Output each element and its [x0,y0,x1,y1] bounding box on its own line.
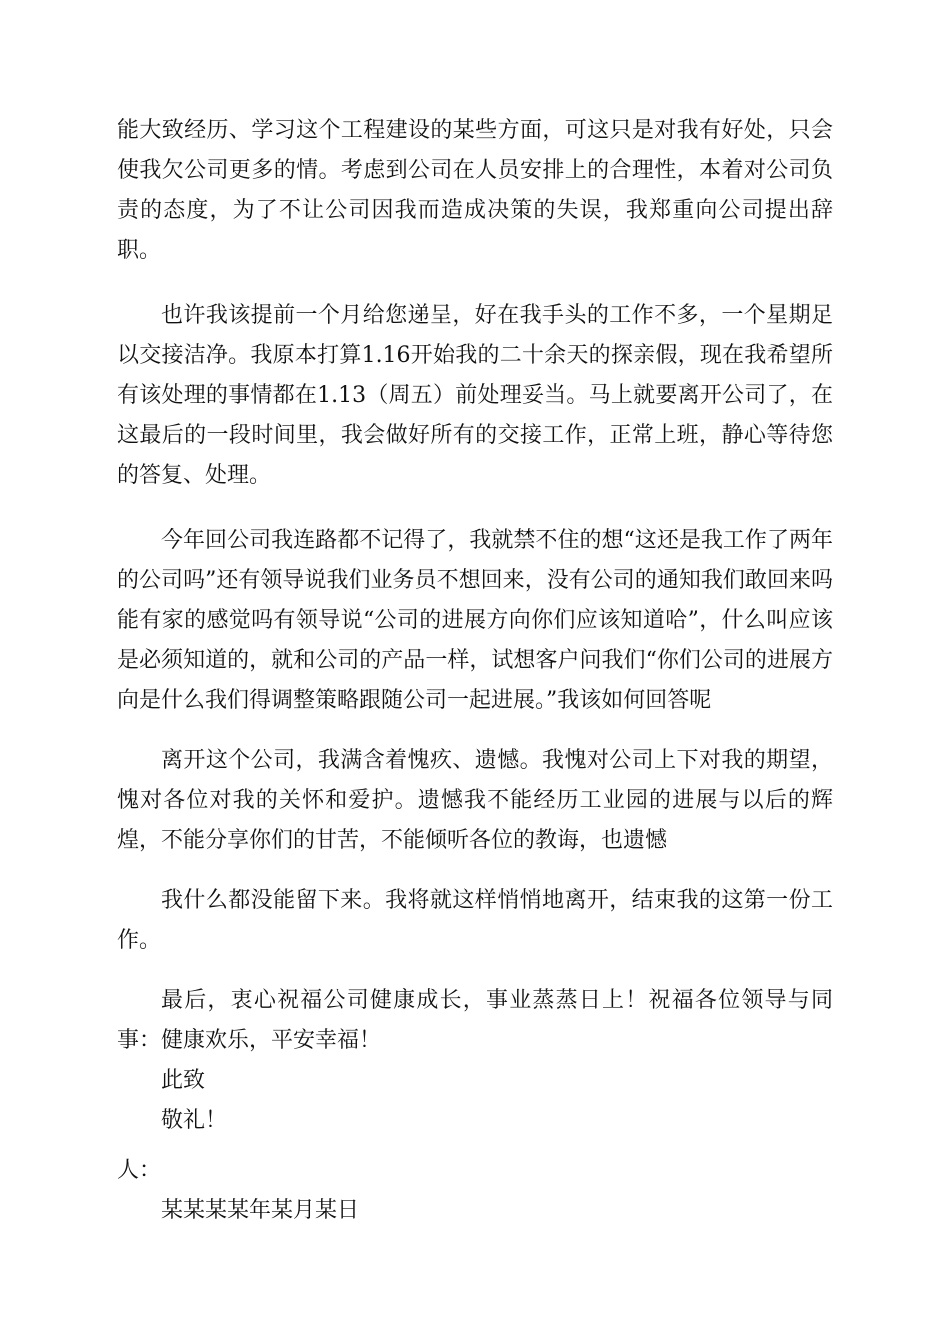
letter-body [117,111,833,1231]
salutation: 此致 [161,1068,206,1093]
regards: 敬礼！ [161,1108,228,1133]
paragraph-company-reflection: 今年回公司我连路都不记得了，我就禁不住的想“这还是我工作了两年的公司吗”还有领导说我们业务员不想回来，没有公司的通知我们敢回来吗能有家的感觉吗有领导说“公司的进展方向你们应该知道哈”，什么叫应该是必须知道的，就和公司的产品一样，试想客户问我们“你们公司的进展方向是什么我们得调整策略跟随公司一起进展。”我该如何回答呢 [117,528,833,713]
signer-label: 人： [117,1158,162,1183]
paragraph-resignation-reason: 能大致经历、学习这个工程建设的某些方面，可这只是对我有好处，只会使我欠公司更多的情。考虑到公司在人员安排上的合理性，本着对公司负责的态度，为了不让公司因我而造成决策的失误，我郑重向公司提出辞职。 [117,118,833,263]
signature-date: 某某某某年某月某日 [161,1198,360,1223]
paragraph-regrets: 离开这个公司，我满含着愧疚、遗憾。我愧对公司上下对我的期望，愧对各位对我的关怀和爱护。遗憾我不能经历工业园的进展与以后的辉煌，不能分享你们的甘苦，不能倾听各位的教诲，也遗憾 [117,748,833,853]
paragraph-blessing: 最后，衷心祝福公司健康成长，事业蒸蒸日上！祝福各位领导与同事：健康欢乐，平安幸福！ [117,988,833,1053]
paragraph-departure: 我什么都没能留下来。我将就这样悄悄地离开，结束我的这第一份工作。 [117,888,833,953]
paragraph-handover-plan: 也许我该提前一个月给您递呈，好在我手头的工作不多，一个星期足以交接洁净。我原本打算1.16开始我的二十余天的探亲假，现在我希望所有该处理的事情都在1.13（周五）前处理妥当。马上就要离开公司了，在这最后的一段时间里，我会做好所有的交接工作，正常上班，静心等待您的答复、处理。 [117,303,833,488]
